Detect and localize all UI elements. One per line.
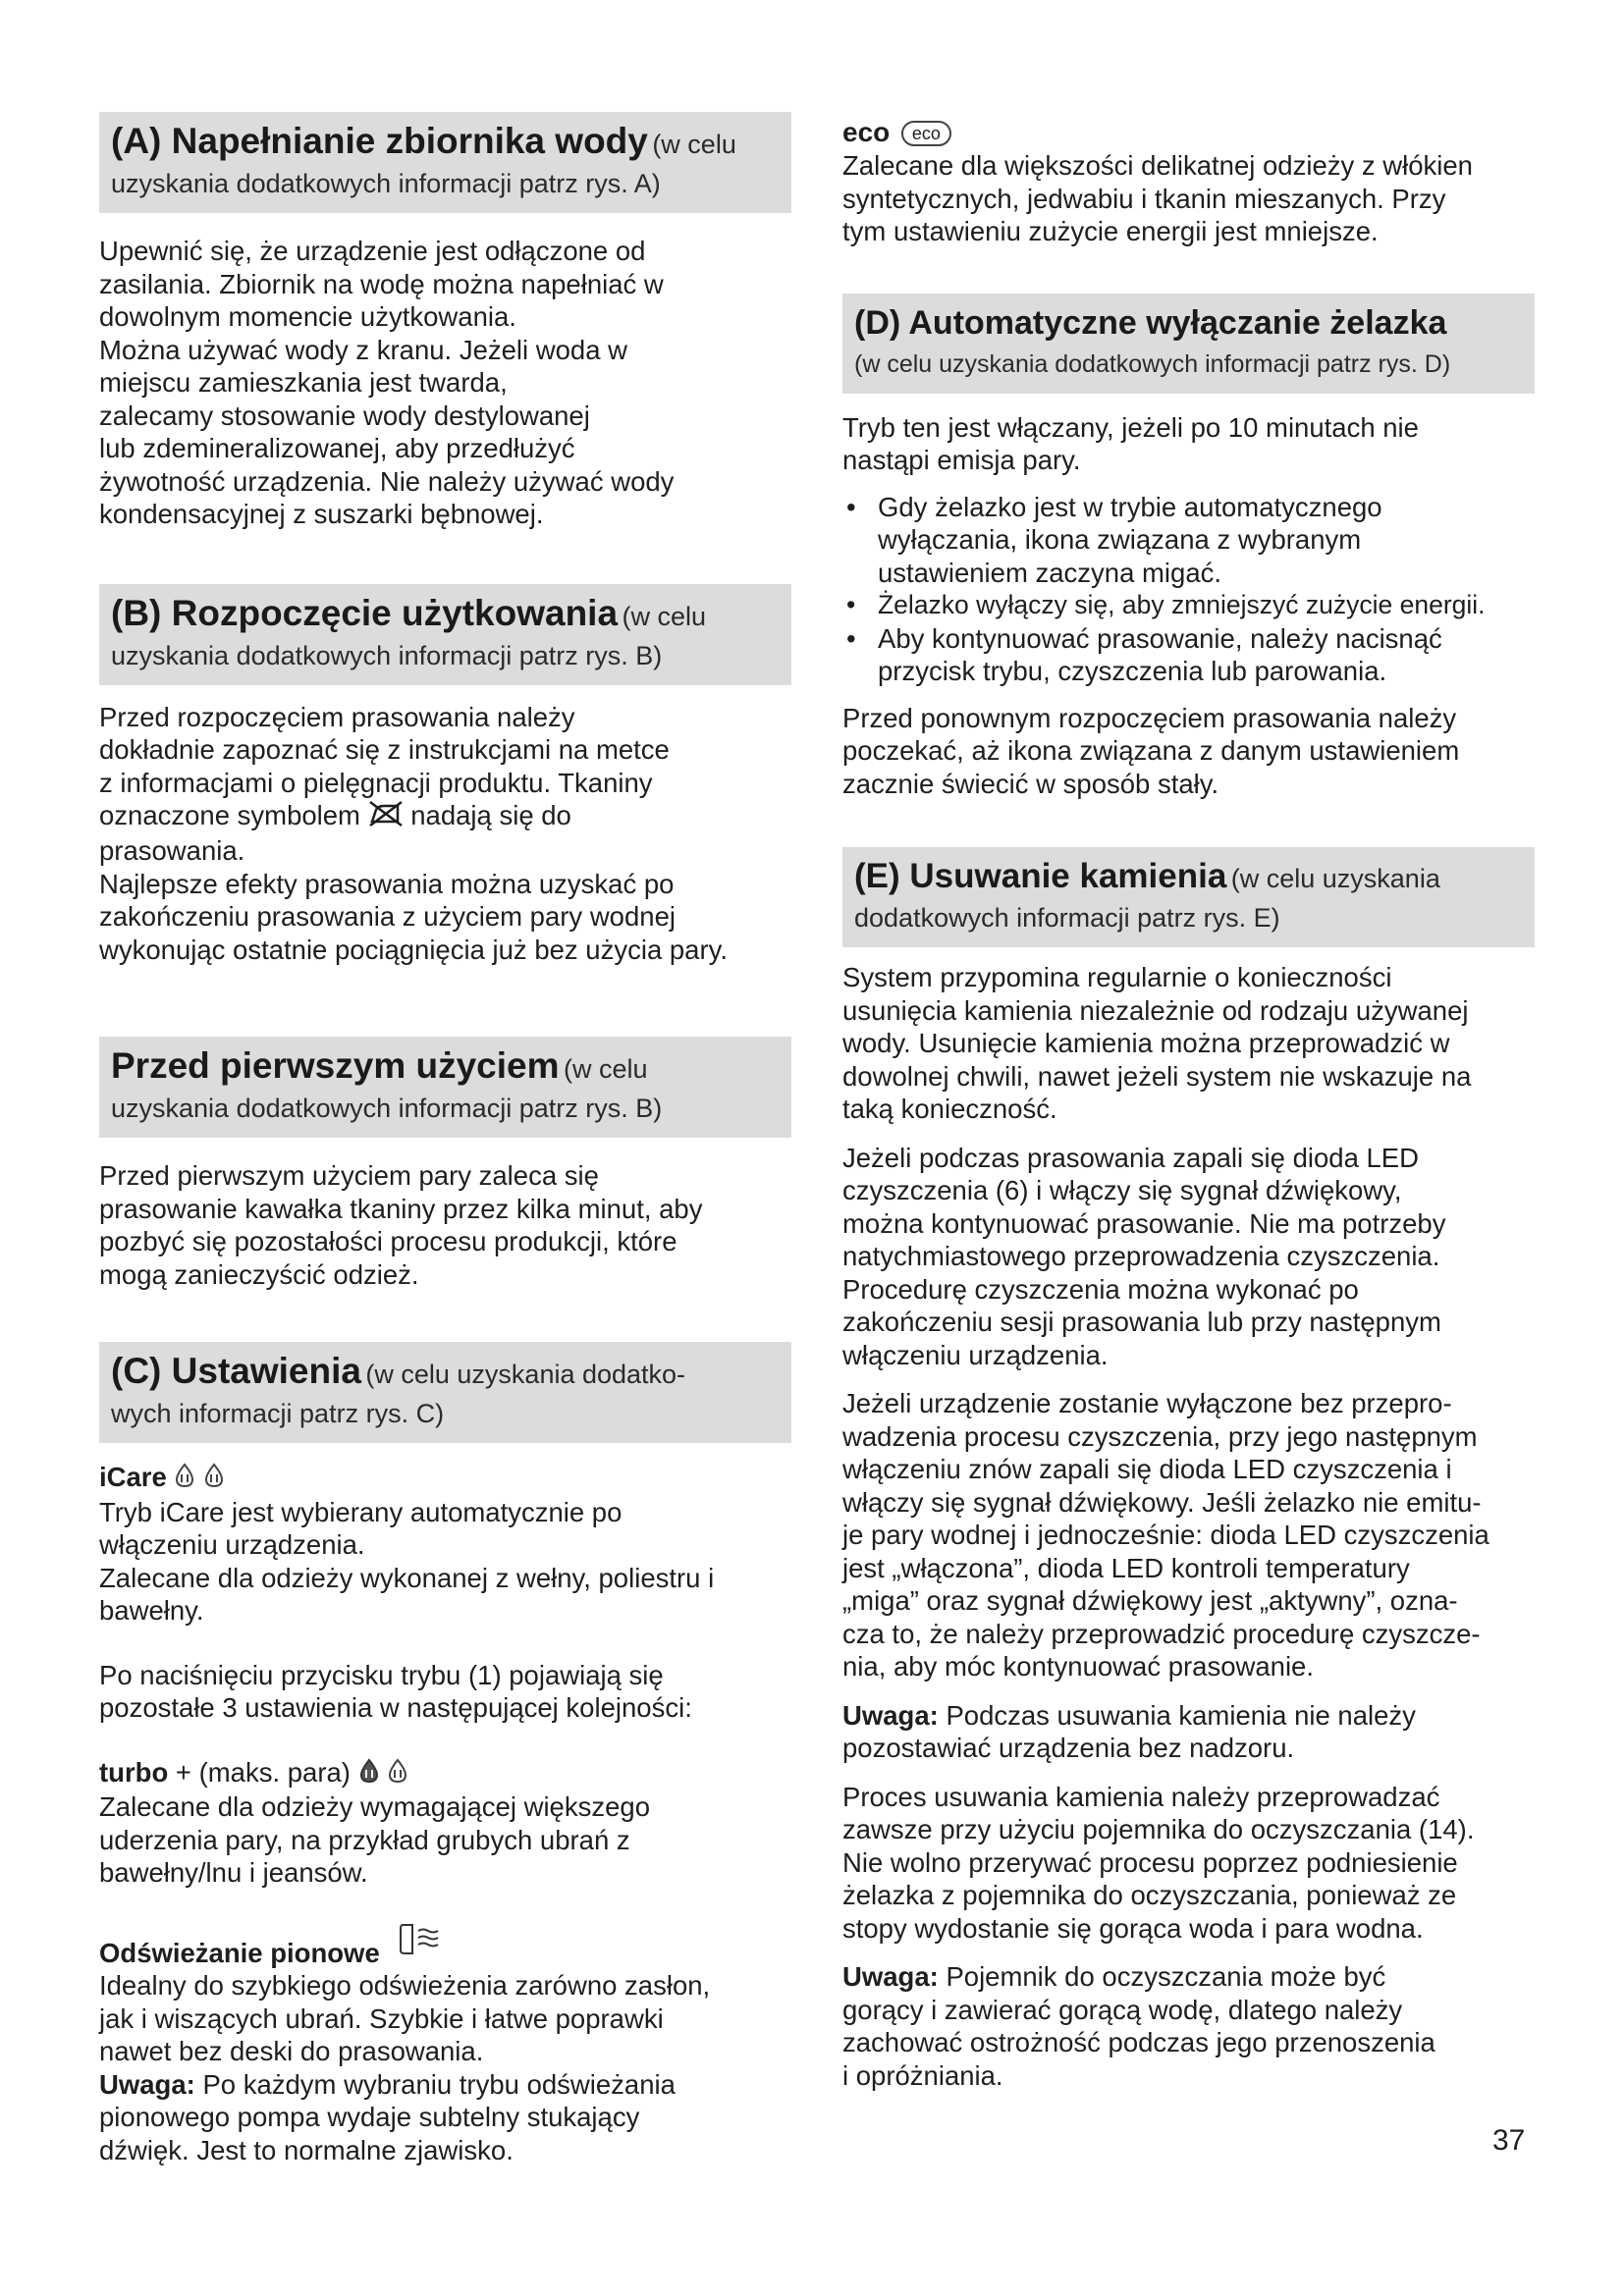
- vertical-steam-heading: Odświeżanie pionowe: [99, 1921, 791, 1970]
- text-line: Najlepsze efekty prasowania można uzyskać po: [99, 868, 675, 899]
- text-line: pionowego pompa wydaje subtelny stukający: [99, 2102, 640, 2133]
- text-line: pozbyć się pozostałości procesu produkcji, które: [99, 1226, 677, 1257]
- eco-block: [842, 116, 1535, 248]
- text-line: uderzenia pary, na przykład grubych ubrań z: [99, 1824, 630, 1855]
- text-line: Tryb ten jest włączany, jeżeli po 10 minutach nie: [842, 411, 1419, 443]
- text-line: lub zdemineralizowanej, aby przedłużyć: [99, 433, 575, 463]
- section-b-hint-cont: uzyskania dodatkowych informacji patrz rys. B): [111, 640, 663, 670]
- steam-drop-icon: [203, 1463, 225, 1496]
- steam-drop-filled-icon: [358, 1758, 380, 1791]
- list-item: • Gdy żelazko jest w trybie automatycznego wyłączania, ikona związana z wybranym ustawieniem zaczyna migać.: [846, 491, 1382, 588]
- page-number: 37: [1492, 2124, 1526, 2157]
- section-c-heading: [99, 1342, 791, 1443]
- note-line: Uwaga: Pojemnik do oczyszczania może być: [842, 1961, 1386, 1992]
- text-line: Zalecane dla odzieży wymagającej większego: [99, 1791, 650, 1823]
- text-line: Tryb iCare jest wybierany automatycznie po: [99, 1496, 623, 1527]
- text-line: zawsze przy użyciu pojemnika do oczyszczania (14).: [842, 1814, 1475, 1844]
- section-a-title: (A) Napełnianie zbiornika wody: [111, 121, 648, 161]
- text-line: Jeżeli podczas prasowania zapali się dioda LED: [842, 1142, 1420, 1173]
- first-use-title: Przed pierwszym użyciem: [111, 1045, 560, 1087]
- text-line: poczekać, aż ikona związana z danym ustawieniem: [842, 735, 1460, 766]
- text-line: nastąpi emisja pary.: [842, 445, 1081, 475]
- section-e-heading: [842, 847, 1535, 947]
- text-line: prasowania.: [99, 835, 245, 867]
- turbo-heading: turbo + (maks. para): [99, 1756, 791, 1790]
- text-line: gorący i zawierać gorącą wodę, dlatego należy: [842, 1994, 1403, 2025]
- text-line: jak i wiszących ubrań. Szybkie i łatwe poprawki: [99, 2002, 664, 2034]
- text-line: wody. Usunięcie kamienia można przeprowadzić w: [842, 1028, 1450, 1058]
- section-c-hint: (w celu uzyskania dodatko-: [365, 1360, 686, 1390]
- text-line: włączeniu urządzenia.: [99, 1529, 365, 1561]
- text-line: dokładnie zapoznać się z instrukcjami na metce: [99, 734, 670, 765]
- text-line: bawełny.: [99, 1595, 204, 1627]
- text-line: włączeniu znów zapali się dioda LED czyszczenia i: [842, 1454, 1452, 1484]
- first-use-heading: [99, 1037, 791, 1138]
- text-line: zacznie świecić w sposób stały.: [842, 768, 1219, 799]
- section-a-hint: (w celu: [652, 130, 736, 159]
- text-line: wykonując ostatnie pociągnięcia już bez użycia pary.: [99, 934, 728, 965]
- text-line: Idealny do szybkiego odświeżenia zarówno zasłon,: [99, 1970, 711, 2002]
- text-line-with-icon: oznaczone symbolem nadają się do: [99, 799, 791, 834]
- text-line: Proces usuwania kamienia należy przeprowadzać: [842, 1781, 1440, 1812]
- text-line: Zalecane dla większości delikatnej odzieży z włókien: [842, 150, 1473, 181]
- steam-drop-icon: [387, 1758, 408, 1791]
- text-line: Jeżeli urządzenie zostanie wyłączone bez przepro-: [842, 1388, 1452, 1418]
- section-e-title: (E) Usuwanie kamienia: [854, 857, 1227, 895]
- text-line: je pary wodnej i jednocześnie: dioda LED czyszczenia: [842, 1520, 1489, 1550]
- text-line: dowolnym momencie użytkowania.: [99, 301, 516, 332]
- text-line: cza to, że należy przeprowadzić procedurę czyszcze-: [842, 1618, 1481, 1649]
- auto-off-list: [842, 491, 1535, 688]
- text-line: nia, aby móc kontynuować prasowanie.: [842, 1651, 1314, 1682]
- text-line: Procedurę czyszczenia można wykonać po: [842, 1273, 1359, 1305]
- section-b-title: (B) Rozpoczęcie użytkowania: [111, 592, 619, 633]
- note-line: Uwaga: Po każdym wybraniu trybu odświeżania: [99, 2068, 676, 2100]
- text-line: taką konieczność.: [842, 1094, 1057, 1124]
- section-b-hint: (w celu: [622, 601, 707, 631]
- text-line: zasilania. Zbiornik na wodę można napełniać w: [99, 268, 664, 299]
- text-line: nawet bez deski do prasowania.: [99, 2036, 484, 2067]
- text-line: jest „włączona”, dioda LED kontroli temperatury: [842, 1552, 1410, 1583]
- text-line: zachować ostrożność podczas jego przenoszenia: [842, 2027, 1435, 2057]
- text-line: zalecamy stosowanie wody destylowanej: [99, 400, 590, 431]
- left-column: [99, 112, 791, 2166]
- text-line: włączeniu urządzenia.: [842, 1339, 1109, 1370]
- text-line: włączy się sygnał dźwiękowy. Jeśli żelazko nie emitu-: [842, 1486, 1482, 1518]
- section-e-hint-cont: dodatkowych informacji patrz rys. E): [854, 903, 1280, 933]
- eco-heading: eco eco: [842, 116, 1535, 149]
- section-d-body: [842, 411, 1535, 801]
- note-line: Uwaga: Podczas usuwania kamienia nie należy: [842, 1699, 1416, 1731]
- list-item: • Żelazko wyłączy się, aby zmniejszyć zużycie energii.: [846, 590, 1486, 619]
- text-line: Można używać wody z kranu. Jeżeli woda w: [99, 334, 628, 365]
- text-line: Zalecane dla odzieży wykonanej z wełny, poliestru i: [99, 1562, 715, 1593]
- text-line: natychmiastowego przeprowadzenia czyszczenia.: [842, 1241, 1440, 1271]
- text-line: Upewnić się, że urządzenie jest odłączone od: [99, 236, 646, 266]
- text-line: żelazka z pojemnika do oczyszczania, ponieważ ze: [842, 1880, 1457, 1910]
- section-b-heading: [99, 584, 791, 685]
- section-a-hint-cont: uzyskania dodatkowych informacji patrz rys. A): [111, 169, 661, 198]
- list-item: • Aby kontynuować prasowanie, należy nacisnąć przycisk trybu, czyszczenia lub parowania.: [846, 622, 1442, 686]
- text-line: prasowanie kawałka tkaniny przez kilka minut, aby: [99, 1193, 703, 1224]
- vertical-steam-icon: [397, 1921, 440, 1964]
- section-b-body: [99, 701, 791, 967]
- text-line: czyszczenia (6) i włączy się sygnał dźwiękowy,: [842, 1175, 1402, 1205]
- text-line: zakończeniu sesji prasowania lub przy następnym: [842, 1307, 1441, 1337]
- text-line: miejscu zamieszkania jest twarda,: [99, 367, 508, 398]
- text-line: żywotność urządzenia. Nie należy używać wody: [99, 465, 675, 497]
- text-line: System przypomina regularnie o konieczności: [842, 962, 1392, 992]
- text-line: z informacjami o pielęgnacji produktu. Tkaniny: [99, 767, 653, 798]
- no-iron-icon: [368, 800, 404, 835]
- section-d-hint: (w celu uzyskania dodatkowych informacji patrz rys. D): [854, 349, 1451, 378]
- text-line: bawełny/lnu i jeansów.: [99, 1857, 368, 1889]
- first-use-hint: (w celu: [563, 1054, 648, 1085]
- text-line: stopy wydostanie się gorąca woda i para wodna.: [842, 1912, 1424, 1944]
- eco-badge: eco: [901, 121, 951, 146]
- section-a-body: [99, 235, 791, 531]
- right-column: [842, 112, 1535, 2092]
- section-d-title: (D) Automatyczne wyłączanie żelazka: [854, 303, 1447, 342]
- text-line: pozostawiać urządzenia bez nadzoru.: [842, 1733, 1295, 1763]
- text-line: „miga” oraz sygnał dźwiękowy jest „aktywny”, ozna-: [842, 1585, 1458, 1616]
- section-c-body: [99, 1461, 791, 2166]
- section-e-body: [842, 961, 1535, 2092]
- text-line: syntetycznych, jedwabiu i tkanin mieszanych. Przy: [842, 183, 1446, 214]
- text-line: można kontynuować prasowanie. Nie ma potrzeby: [842, 1207, 1446, 1239]
- text-line: Przed ponownym rozpoczęciem prasowania należy: [842, 702, 1457, 733]
- section-a-heading: [99, 112, 791, 213]
- text-line: tym ustawieniu zużycie energii jest mniejsze.: [842, 216, 1379, 246]
- text-line: kondensacyjnej z suszarki bębnowej.: [99, 499, 544, 529]
- text-line: pozostałe 3 ustawienia w następującej kolejności:: [99, 1692, 692, 1724]
- text-line: dowolnej chwili, nawet jeżeli system nie wskazuje na: [842, 1060, 1472, 1092]
- first-use-hint-cont: uzyskania dodatkowych informacji patrz rys. B): [111, 1094, 663, 1124]
- text-line: Przed pierwszym użyciem pary zaleca się: [99, 1160, 599, 1192]
- section-e-hint: (w celu uzyskania: [1230, 864, 1440, 893]
- text-line: zakończeniu prasowania z użyciem pary wodnej: [99, 901, 676, 933]
- text-line: Przed rozpoczęciem prasowania należy: [99, 701, 575, 732]
- section-c-title: (C) Ustawienia: [111, 1351, 361, 1392]
- icare-heading: iCare: [99, 1461, 791, 1495]
- text-line: Nie wolno przerywać procesu poprzez podniesienie: [842, 1846, 1458, 1878]
- steam-drop-icon: [174, 1463, 195, 1496]
- section-c-hint-cont: wych informacji patrz rys. C): [111, 1399, 445, 1429]
- first-use-body: [99, 1159, 791, 1291]
- text-line: dźwięk. Jest to normalne zjawisko.: [99, 2134, 514, 2165]
- text-line: mogą zanieczyścić odzież.: [99, 1258, 419, 1290]
- text-line: usunięcia kamienia niezależnie od rodzaju używanej: [842, 994, 1469, 1026]
- section-d-heading: [842, 294, 1535, 394]
- text-line: Po naciśnięciu przycisku trybu (1) pojawiają się: [99, 1659, 664, 1690]
- text-line: i opróżniania.: [842, 2059, 1003, 2091]
- text-line: wadzenia procesu czyszczenia, przy jego następnym: [842, 1420, 1478, 1452]
